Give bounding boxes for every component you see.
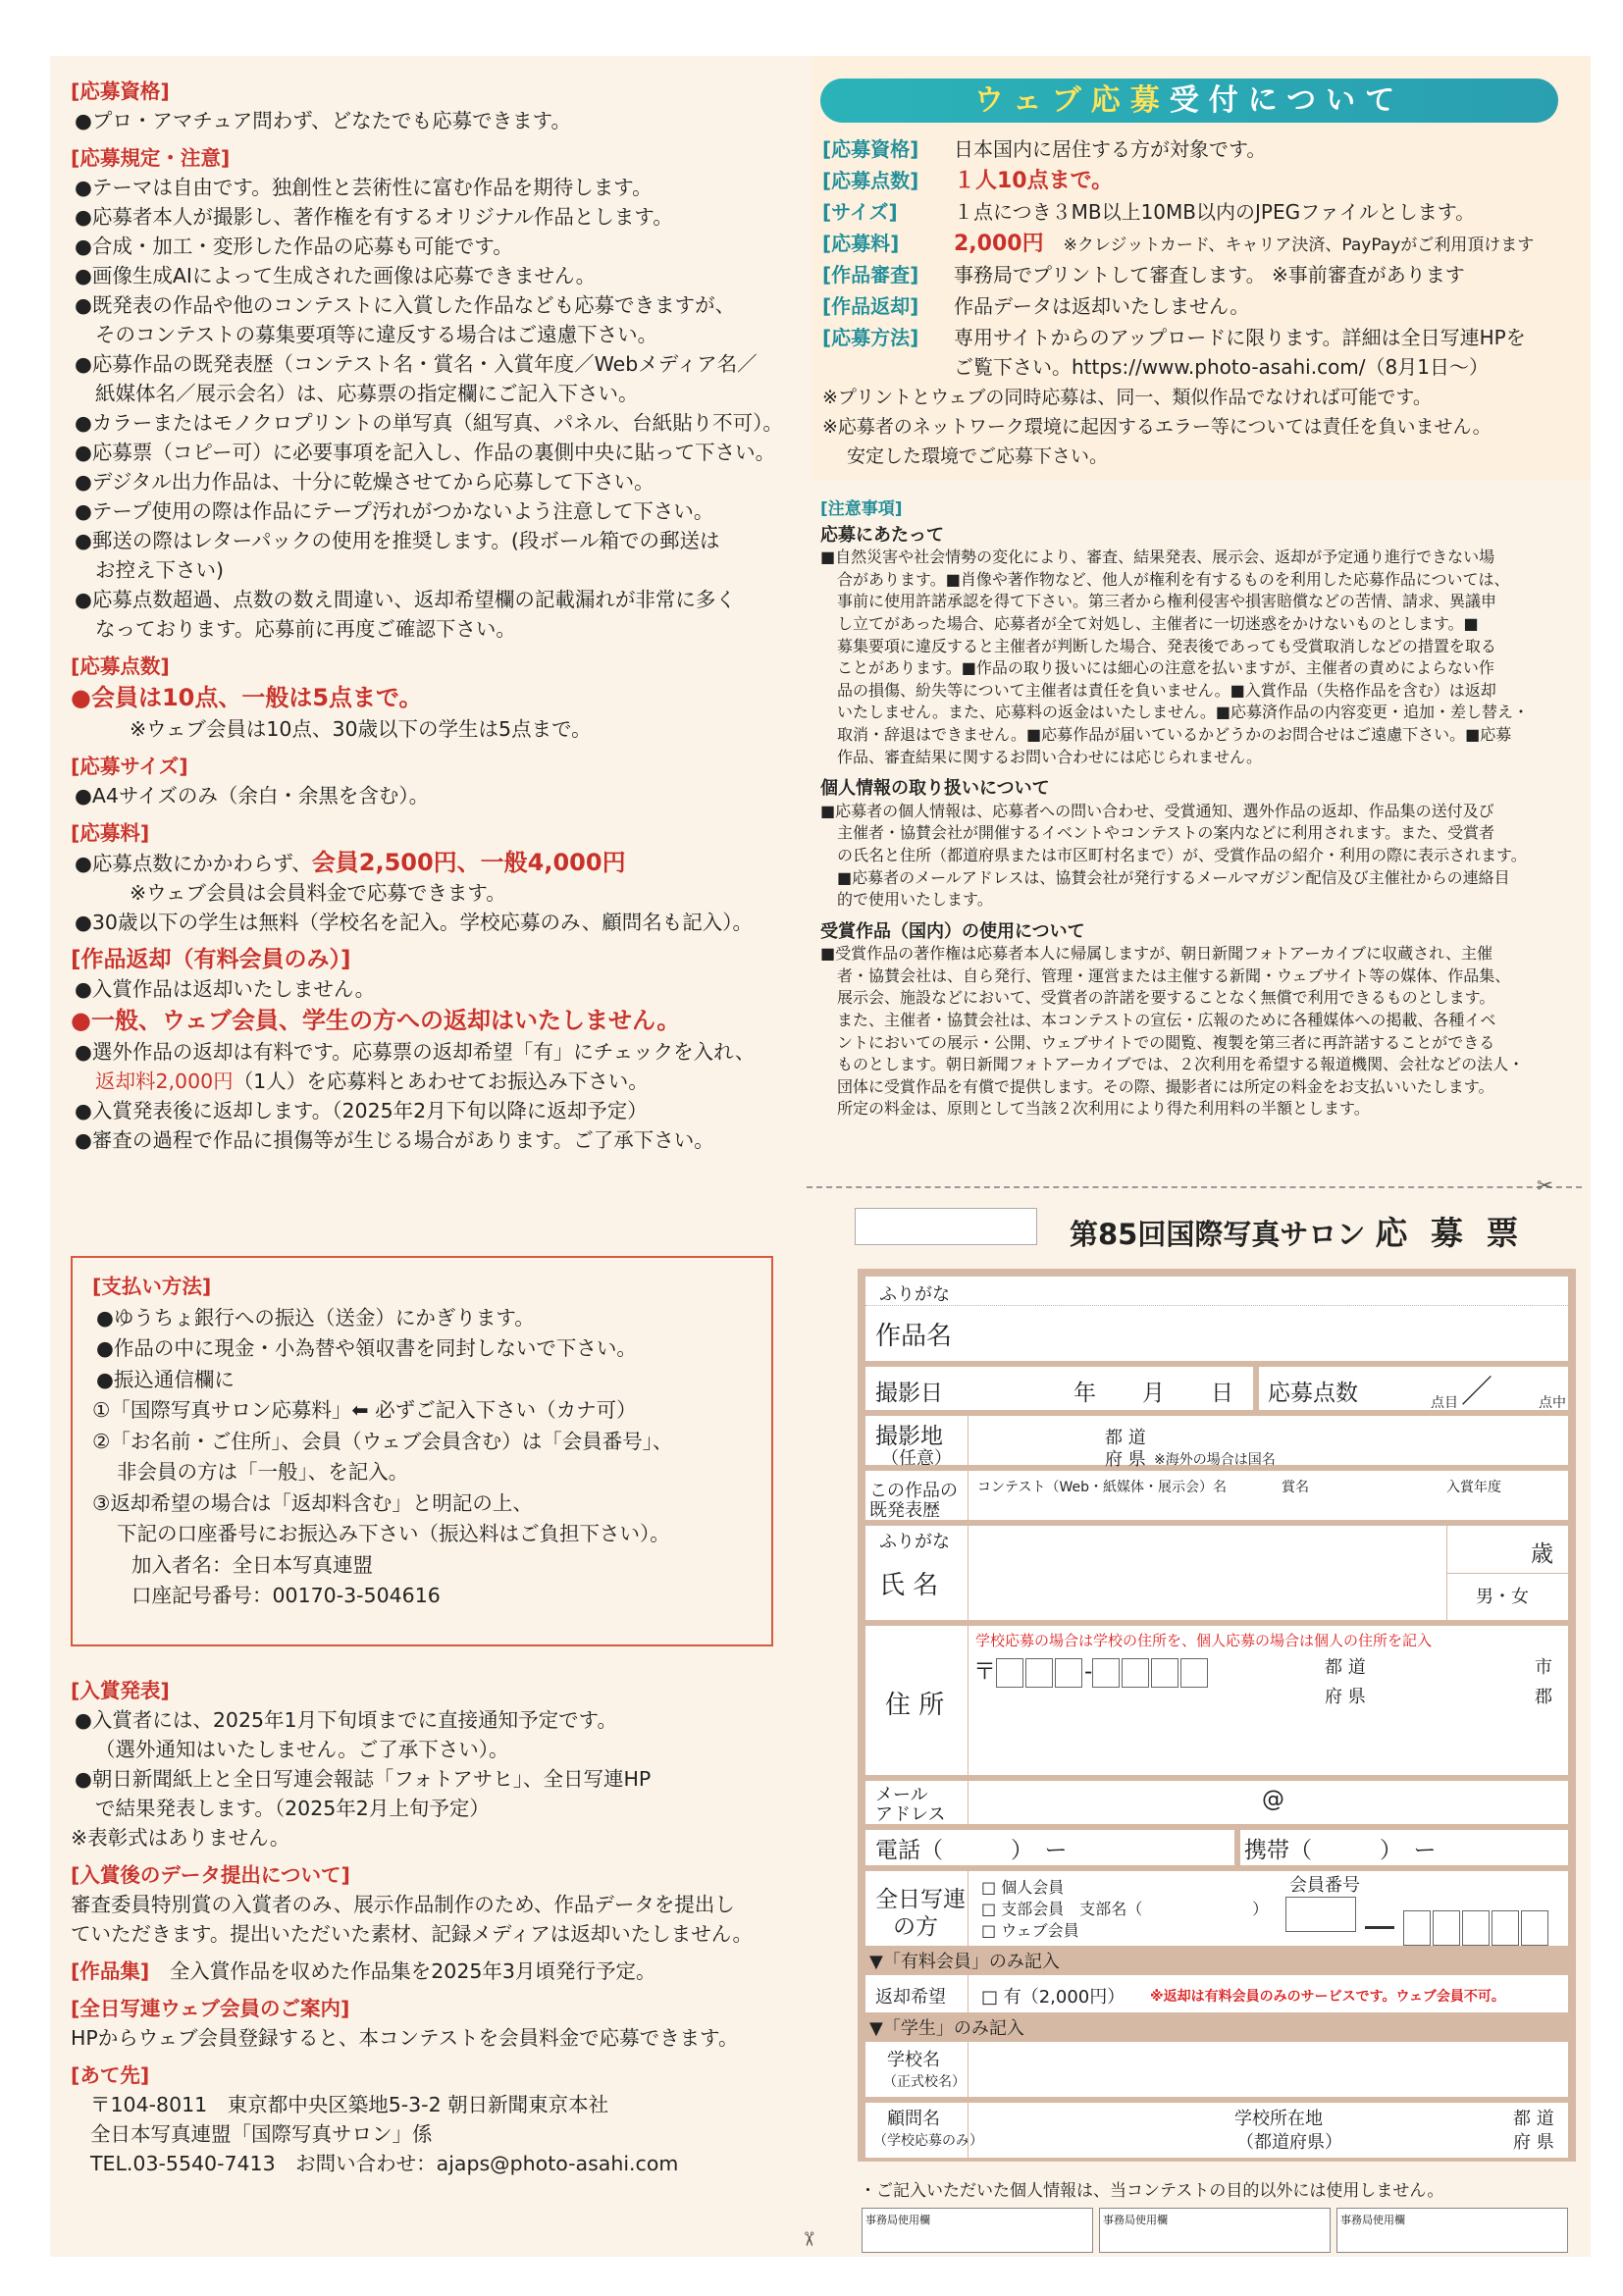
web-row-label: [作品返却] xyxy=(822,294,919,318)
address-line: 〒104-8011 東京都中央区築地5-3-2 朝日新聞東京本社 xyxy=(90,2093,609,2116)
caution-line: 団体に受賞作品を有償で提供します。その際、撮影者には所定の料金をお支払いいたします。 xyxy=(837,1076,1494,1096)
caution-line: 所定の料金は、原則として当該２次利用により得た利用料の半額とします。 xyxy=(837,1099,1370,1119)
overseas-note: ※海外の場合は国名 xyxy=(1154,1452,1276,1468)
web-row xyxy=(822,197,1568,227)
caution-line: 展示会、施設などにおいて、受賞者の許諾を要することなく無償で利用できるものとします。 xyxy=(837,988,1495,1008)
text-line: 審査委員特別賞の入賞者のみ、展示作品制作のため、作品データを提出し xyxy=(71,1893,735,1916)
text-line: ●入賞作品は返却いたしません。 xyxy=(75,977,376,1001)
text-line: ●郵送の際はレターパックの使用を推奨します。(段ボール箱での郵送は xyxy=(75,529,720,552)
text-line: ●画像生成AIによって生成された画像は応募できません。 xyxy=(75,264,597,287)
web-row xyxy=(822,323,1568,352)
contact-line: TEL.03-5540-7413 お問い合わせ：ajaps@photo-asahi.com xyxy=(90,2152,679,2175)
section-heading: [応募サイズ] xyxy=(71,755,188,778)
web-row-label: [応募料] xyxy=(822,232,900,255)
adviser-label-sub: （学校応募のみ） xyxy=(873,2133,983,2149)
photobook-text: 全入賞作品を収めた作品集を2025年3月頃発行予定。 xyxy=(169,1959,656,1983)
form-title-label: 応 募 票 xyxy=(1375,1214,1525,1252)
section-heading: [全日写連ウェブ会員のご案内] xyxy=(71,1997,350,2020)
prefecture-label: 都 道 xyxy=(1513,2109,1554,2129)
office-use-box: 事務局使用欄 xyxy=(1099,2208,1331,2253)
caution-line: 事前に使用許諾承認を得て下さい。第三者から権利侵害や損害賠償などの苦情、請求、異議申 xyxy=(837,592,1497,611)
text-line: ●応募点数超過、点数の数え間違い、返却希望欄の記載漏れが非常に多く xyxy=(75,588,736,611)
school-name-field[interactable] xyxy=(865,2042,1568,2097)
address-note: 学校応募の場合は学校の住所を、個人応募の場合は個人の住所を記入 xyxy=(975,1632,1433,1649)
web-row xyxy=(822,291,1568,321)
prefecture-label: 都 道 xyxy=(1325,1657,1366,1678)
caution-line: ことがあります。■作品の取り扱いには細心の注意を払いますが、主催者の責めによらない作 xyxy=(837,658,1494,678)
text-line: ●応募者本人が撮影し、著作権を有するオリジナル作品とします。 xyxy=(75,205,673,229)
caution-line: また、主催者・協賛会社は、本コンテストの宣伝・広報のために各種媒体への掲載、各種イベ xyxy=(837,1011,1496,1030)
section-heading: [応募規定・注意] xyxy=(71,146,231,170)
web-note: 安定した環境でご応募下さい。 xyxy=(847,445,1109,467)
county-label: 郡 xyxy=(1535,1687,1552,1707)
section-heading: [支払い方法] xyxy=(92,1275,212,1298)
history-award-label: 賞名 xyxy=(1282,1480,1309,1495)
history-contest-label: コンテスト（Web・紙媒体・展示会）名 xyxy=(977,1480,1227,1495)
cautions-subheading: 応募にあたって xyxy=(820,524,944,546)
account-number: 口座記号番号：00170-3-504616 xyxy=(131,1584,441,1607)
caution-line: ■応募者のメールアドレスは、協賛会社が発行するメールマガジン配信及び主催社からの連絡目 xyxy=(837,867,1510,887)
address-label: 住 所 xyxy=(885,1691,945,1720)
web-entry-title xyxy=(820,78,1558,123)
form-title xyxy=(1070,1208,1524,1254)
text-line: ●入賞発表後に返却します。（2025年2月下旬以降に返却予定） xyxy=(75,1099,648,1122)
section-heading: [入賞発表] xyxy=(71,1679,170,1702)
prefecture-label: 府 県 xyxy=(1513,2132,1554,2153)
work-title-label: 作品名 xyxy=(875,1322,953,1351)
cut-line xyxy=(807,1186,1582,1188)
text-line: ●合成・加工・変形した作品の応募も可能です。 xyxy=(75,235,513,258)
text-line: 下記の口座番号にお振込み下さい（振込料はご負担下さい）。 xyxy=(117,1522,670,1545)
text-line: ●応募票（コピー可）に必要事項を記入し、作品の裏側中央に貼って下さい。 xyxy=(75,441,776,464)
caution-line: 品の損傷、紛失等について主催者は責任を負いません。■入賞作品（失格作品を含む）は返却 xyxy=(837,680,1496,700)
fee-amount: 会員2,500円、一般4,000円 xyxy=(311,849,626,876)
cautions-block xyxy=(820,547,1576,768)
location-optional: （任意） xyxy=(881,1448,952,1469)
text-line: 紙媒体名／展示会名）は、応募票の指定欄にご記入下さい。 xyxy=(95,382,639,405)
paid-member-heading: ▼「有料会員」のみ記入 xyxy=(869,1952,1060,1972)
membership-label: の方 xyxy=(893,1914,938,1940)
email-label: メール xyxy=(875,1785,928,1805)
year-label: 年 xyxy=(1073,1381,1096,1406)
return-fee: 返却料2,000円 xyxy=(95,1070,234,1093)
entry-count-label: 応募点数 xyxy=(1268,1381,1358,1406)
return-label: 返却希望 xyxy=(875,1987,946,2008)
caution-line: ントにおいての展示・公開、ウェブサイトでの閲覧、複製を第三者に再許諾することができる xyxy=(837,1032,1495,1052)
cautions-heading: [注意事項] xyxy=(820,499,903,519)
school-address-label: 学校所在地 xyxy=(1234,2109,1323,2129)
name-label: 氏 名 xyxy=(879,1571,939,1600)
caution-line: の氏名と住所（都道府県または市区町村名まで）が、受賞作品の紹介・利用の際に表示されます。 xyxy=(837,845,1527,864)
text-line: ●振込通信欄に xyxy=(96,1367,235,1391)
web-row-label: [作品審査] xyxy=(822,263,919,287)
count-total-label: 点中 xyxy=(1539,1395,1566,1411)
caution-line: 者・協賛会社は、自ら発行、管理・運営または主催する新聞・ウェブサイト等の媒体、作品集、 xyxy=(837,965,1511,985)
highlight-line: ●一般、ウェブ会員、学生の方への返却はいたしません。 xyxy=(71,1007,681,1034)
location-label: 撮影地 xyxy=(875,1424,943,1449)
history-year-label: 入賞年度 xyxy=(1446,1480,1501,1495)
web-row-text: 日本国内に居住する方が対象です。 xyxy=(954,137,1267,161)
mobile-label: 携帯（ ） ー xyxy=(1244,1838,1437,1863)
caution-line: 主催者・協賛会社が開催するイベントやコンテストの案内などに利用されます。また、受賞者 xyxy=(837,823,1495,843)
text-line: ●応募作品の既発表歴（コンテスト名・賞名・入賞年度／Webメディア名／ xyxy=(75,352,758,376)
text-line: ※ウェブ会員は10点、30歳以下の学生は5点まで。 xyxy=(130,717,592,741)
web-row-text: 専用サイトからのアップロードに限ります。詳細は全日写連HPを xyxy=(954,326,1526,349)
payment-box xyxy=(71,1256,773,1646)
prefecture-label: 都 道 xyxy=(1105,1428,1146,1448)
text-line xyxy=(71,1957,792,1986)
member-option[interactable]: □ ウェブ会員 xyxy=(981,1921,1079,1940)
fee-intro: ●応募点数にかかわらず、 xyxy=(75,852,312,875)
caution-line: 取消・辞退はできません。■応募作品が届いているかどうかのお問合せはご遠慮下さい。■応募 xyxy=(837,724,1512,744)
section-heading: [作品返却（有料会員のみ）] xyxy=(71,947,351,972)
email-field[interactable] xyxy=(865,1781,1568,1824)
entry-form xyxy=(858,1269,1576,2162)
shot-date-label: 撮影日 xyxy=(875,1381,943,1406)
web-note: ※応募者のネットワーク環境に起因するエラー等については責任を負いません。 xyxy=(822,416,1492,438)
web-row-text: １点につき３MB以上10MB以内のJPEGファイルとします。 xyxy=(954,200,1476,224)
web-row-highlight: 2,000円 xyxy=(954,232,1044,256)
office-use-box: 事務局使用欄 xyxy=(862,2208,1093,2253)
text-line: ③返却希望の場合は「返却料含む」と明記の上、 xyxy=(92,1490,533,1515)
web-title-rest: 受付について xyxy=(1169,83,1405,118)
guidelines-column-bottom xyxy=(71,1676,792,2178)
scissors-icon: ✂ xyxy=(797,2230,821,2248)
member-option[interactable]: □ 個人会員 xyxy=(981,1878,1065,1897)
adviser-label: 顧問名 xyxy=(887,2109,940,2129)
highlight-line: ●会員は10点、一般は5点まで。 xyxy=(71,684,423,711)
guidelines-column xyxy=(71,77,792,1155)
web-row-label: [応募点数] xyxy=(822,169,919,192)
address-line: 全日本写真連盟「国際写真サロン」係 xyxy=(90,2122,433,2146)
web-row-highlight: １人10点まで。 xyxy=(954,169,1114,193)
text-line: ●カラーまたはモノクロプリントの単写真（組写真、パネル、台紙貼り不可）。 xyxy=(75,411,783,435)
text-line: ●朝日新聞紙上と全日写連会報誌「フォトアサヒ」、全日写連HP xyxy=(75,1767,652,1791)
member-number-label: 会員番号 xyxy=(1289,1875,1360,1896)
count-index-label: 点目 xyxy=(1431,1395,1458,1411)
history-label: 既発表歴 xyxy=(869,1500,940,1521)
text-line: ●デジタル出力作品は、十分に乾燥させてから応募して下さい。 xyxy=(75,470,654,494)
section-heading: [応募点数] xyxy=(71,654,170,678)
return-option[interactable]: □ 有（2,000円） xyxy=(981,1987,1126,2008)
caution-line: 合があります。■肖像や著作物など、他人が権利を有するものを利用した応募作品については、 xyxy=(837,569,1510,589)
text-line: で結果発表します。（2025年2月上旬予定） xyxy=(95,1797,490,1820)
furigana-label: ふりがな xyxy=(879,1284,950,1305)
school-address-sub: （都道府県） xyxy=(1236,2132,1342,2153)
caution-line: ■受賞作品の著作権は応募者本人に帰属しますが、朝日新聞フォトアーカイブに収蔵され、主催 xyxy=(820,944,1493,964)
prefecture-label: 府 県 xyxy=(1105,1449,1146,1470)
text-line: ②「お名前・ご住所」、会員（ウェブ会員含む）は「会員番号」、 xyxy=(92,1429,673,1453)
cautions-subheading: 受賞作品（国内）の使用について xyxy=(820,920,1085,942)
section-heading: [応募資格] xyxy=(71,79,170,103)
text-line: ●既発表の作品や他のコンテストに入賞した作品なども応募できますが、 xyxy=(75,293,736,317)
text-line: ●A4サイズのみ（余白・余黒を含む）。 xyxy=(75,784,430,808)
web-title-highlight: ウェブ応募 xyxy=(973,83,1170,118)
day-label: 日 xyxy=(1211,1381,1233,1406)
web-row-continued: ご覧下さい。https://www.photo-asahi.com/（8月1日～） xyxy=(954,355,1489,379)
section-heading: [入賞後のデータ提出について] xyxy=(71,1863,350,1887)
office-use-boxes xyxy=(858,2208,1576,2255)
privacy-note: ・ご記入いただいた個人情報は、当コンテストの目的以外には使用しません。 xyxy=(860,2181,1444,2201)
text-line xyxy=(71,1067,792,1096)
text-line: ●プロ・アマチュア問わず、どなたでも応募できます。 xyxy=(75,109,571,132)
form-corner-box xyxy=(855,1208,1037,1245)
text-line: そのコンテストの募集要項等に違反する場合はご遠慮下さい。 xyxy=(95,323,658,346)
student-heading: ▼「学生」のみ記入 xyxy=(869,2018,1024,2039)
scissors-icon: ✂ xyxy=(1537,1174,1553,1197)
cautions-section xyxy=(820,498,1576,1121)
postal-mark: 〒 xyxy=(973,1659,996,1685)
text-line: ●30歳以下の学生は無料（学校名を記入。学校応募のみ、顧問名も記入）。 xyxy=(75,911,753,934)
text-line: ●作品の中に現金・小為替や領収書を同封しないで下さい。 xyxy=(96,1336,637,1360)
cautions-block xyxy=(820,943,1576,1121)
text-line: なっております。応募前に再度ご確認下さい。 xyxy=(95,617,516,641)
web-row-label: [応募資格] xyxy=(822,137,919,161)
web-row-text: 作品データは返却いたしません。 xyxy=(954,294,1250,318)
email-label: アドレス xyxy=(875,1804,946,1825)
age-label: 歳 xyxy=(1531,1541,1553,1567)
text-line: （選外通知はいたしません。ご了承下さい）。 xyxy=(95,1738,509,1761)
history-label: この作品の xyxy=(869,1481,958,1501)
section-heading: [作品集] xyxy=(71,1959,150,1983)
web-row-text: 事務局でプリントして審査します。 ※事前審査があります xyxy=(954,263,1465,287)
member-number-boxes[interactable] xyxy=(1285,1897,1550,1946)
web-row xyxy=(822,134,1568,164)
text-line: ●審査の過程で作品に損傷等が生じる場合があります。ご了承下さい。 xyxy=(75,1128,714,1152)
text-line: ※ウェブ会員は会員料金で応募できます。 xyxy=(130,881,506,905)
slash: ／ xyxy=(1461,1373,1493,1410)
cautions-subheading: 個人情報の取り扱いについて xyxy=(820,778,1050,800)
return-fee-note: （1人）を応募料とあわせてお振込み下さい。 xyxy=(233,1070,649,1093)
caution-line: ものとします。朝日新聞フォトアーカイブでは、２次利用を希望する報道機関、会社などの法人・ xyxy=(837,1055,1525,1074)
month-label: 月 xyxy=(1142,1381,1165,1406)
school-label-sub: （正式校名） xyxy=(883,2074,966,2090)
section-heading: [あて先] xyxy=(71,2063,150,2087)
web-row-label: [サイズ] xyxy=(822,200,898,224)
caution-line: いたしません。また、応募料の返金はいたしません。■応募済作品の内容変更・追加・差し替え・ xyxy=(837,703,1530,722)
web-note: ※プリントとウェブの同時応募は、同一、類似作品でなければ可能です。 xyxy=(822,387,1432,408)
caution-line: し立てがあった場合、応募者が全て対処し、主催者に一切迷惑をかけないものとします。■ xyxy=(837,613,1479,633)
text-line xyxy=(71,848,792,878)
text-line: ●選外作品の返却は有料です。応募票の返却希望「有」にチェックを入れ、 xyxy=(75,1040,756,1064)
caution-line: ■自然災害や社会情勢の変化により、審査、結果発表、展示会、返却が予定通り進行できない場 xyxy=(820,548,1495,567)
text-line: ●入賞者には、2025年1月下旬頃までに直接通知予定です。 xyxy=(75,1708,617,1732)
form-title-contest: 第85回国際写真サロン xyxy=(1070,1218,1366,1251)
caution-line: 作品、審査結果に関するお問い合わせには応じられません。 xyxy=(837,747,1262,766)
sex-label: 男・女 xyxy=(1476,1587,1529,1607)
cautions-block xyxy=(820,801,1576,912)
web-row-text: ※クレジットカード、キャリア決済、PayPayがご利用頂けます xyxy=(1063,235,1535,255)
text-line: ●テーマは自由です。独創性と芸術性に富む作品を期待します。 xyxy=(75,176,653,199)
at-sign: @ xyxy=(1262,1787,1284,1812)
text-line: 非会員の方は「一般」、を記入。 xyxy=(117,1460,409,1484)
text-line: ●テープ使用の際は作品にテープ汚れがつかないよう注意して下さい。 xyxy=(75,499,714,523)
title-field[interactable] xyxy=(865,1277,1568,1361)
text-line: ●ゆうちょ銀行への振込（送金）にかぎります。 xyxy=(96,1305,535,1330)
caution-line: 的で使用いたします。 xyxy=(837,890,993,910)
text-line: ていただきます。提出いただいた素材、記録メディアは返却いたしません。 xyxy=(71,1922,753,1946)
school-label: 学校名 xyxy=(887,2050,940,2070)
web-row-label: [応募方法] xyxy=(822,326,919,349)
return-note: ※返却は有料会員のみのサービスです。ウェブ会員不可。 xyxy=(1150,1989,1505,2005)
name-furigana-label: ふりがな xyxy=(879,1532,950,1552)
postal-code: 〒 - xyxy=(973,1653,1210,1688)
account-holder: 加入者名：全日本写真連盟 xyxy=(131,1552,373,1577)
city-label: 市 xyxy=(1535,1657,1552,1678)
section-heading: [応募料] xyxy=(71,821,150,845)
text-line: ①「国際写真サロン応募料」⬅ 必ずご記入下さい（カナ可） xyxy=(92,1398,637,1422)
text-line: HPからウェブ会員登録すると、本コンテストを会員料金で応募できます。 xyxy=(71,2026,739,2050)
office-use-box: 事務局使用欄 xyxy=(1336,2208,1568,2253)
text-line: お控え下さい) xyxy=(95,558,224,582)
web-row xyxy=(822,229,1568,260)
member-option[interactable]: □ 支部会員 支部名（ ） xyxy=(981,1900,1269,1918)
caution-line: 募集要項に違反すると主催者が判断した場合、発表後であっても受賞取消しなどの措置を取る xyxy=(837,636,1496,655)
prefecture-label: 府 県 xyxy=(1325,1687,1366,1707)
phone-label: 電話（ ） ー xyxy=(875,1838,1068,1863)
web-row xyxy=(822,166,1568,196)
web-row xyxy=(822,260,1568,289)
text-line: ※表彰式はありません。 xyxy=(71,1826,290,1850)
membership-label: 全日写連 xyxy=(875,1887,966,1912)
caution-line: ■応募者の個人情報は、応募者への問い合わせ、受賞通知、選外作品の返却、作品集の送付及び xyxy=(820,801,1494,820)
